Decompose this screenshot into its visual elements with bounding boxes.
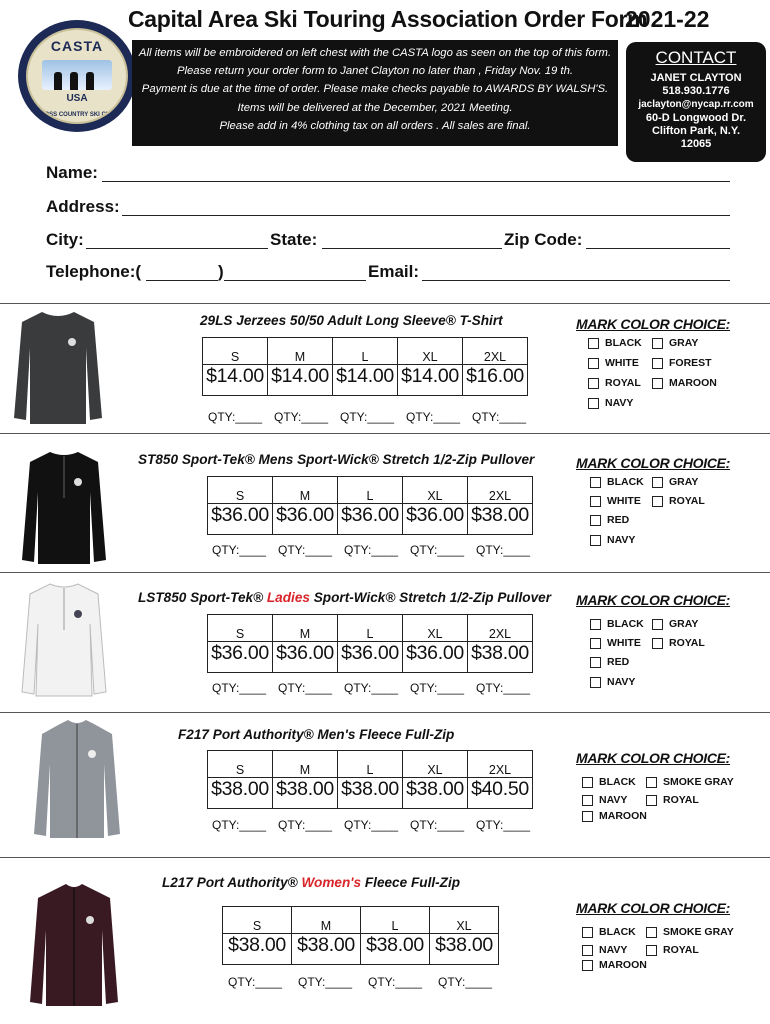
color-option[interactable]: [646, 776, 734, 788]
price-value: $38.00: [468, 642, 533, 673]
color-option[interactable]: [590, 656, 629, 668]
size-label: XL: [403, 477, 468, 504]
mens-pullover-image: [20, 448, 108, 566]
qty-field[interactable]: QTY:____: [344, 681, 399, 695]
qty-field[interactable]: QTY:____: [340, 410, 395, 424]
checkbox[interactable]: [582, 945, 593, 956]
price-value: $38.00: [430, 934, 499, 965]
size-label: M: [268, 338, 333, 365]
checkbox[interactable]: [652, 378, 663, 389]
size-price-table: [207, 476, 533, 535]
qty-field[interactable]: QTY:____: [278, 681, 333, 695]
size-label: M: [273, 615, 338, 642]
size-price-table: [222, 906, 499, 965]
ladies-pullover-image: [20, 580, 108, 698]
checkbox[interactable]: [590, 496, 601, 507]
price-value: $38.00: [223, 934, 292, 965]
size-label: M: [273, 477, 338, 504]
notice-line: Payment is due at the time of order. Please make checks payable to AWARDS BY WALSH'S.: [141, 83, 609, 96]
size-label: 2XL: [468, 477, 533, 504]
divider: [0, 572, 770, 573]
qty-field[interactable]: QTY:____: [476, 543, 531, 557]
email-label: Email:: [368, 262, 420, 281]
zip-field[interactable]: [586, 248, 730, 249]
qty-field[interactable]: QTY:____: [472, 410, 527, 424]
divider: [0, 857, 770, 858]
product-title: F217 Port Authority® Men's Fleece Full-Zip: [178, 727, 455, 742]
price-value: $14.00: [268, 365, 333, 396]
city-label: City:: [46, 230, 84, 249]
price-value: $36.00: [403, 504, 468, 535]
contact-zip: 12065: [680, 138, 712, 151]
qty-field[interactable]: QTY:____: [368, 975, 423, 989]
notice-line: Please return your order form to Janet Clayton no later than , Friday Nov. 19 th.: [176, 65, 573, 78]
color-option[interactable]: [590, 676, 635, 688]
mark-color-title: MARK COLOR CHOICE:: [576, 592, 731, 608]
email-field[interactable]: [422, 280, 730, 281]
checkbox[interactable]: [590, 515, 601, 526]
checkbox[interactable]: [646, 945, 657, 956]
size-label: M: [292, 907, 361, 934]
size-label: 2XL: [463, 338, 528, 365]
size-label: L: [338, 615, 403, 642]
color-option[interactable]: [588, 377, 641, 389]
qty-field[interactable]: QTY:____: [274, 410, 329, 424]
option-label: BLACK: [599, 926, 636, 938]
option-label: NAVY: [605, 397, 634, 409]
size-label: L: [338, 477, 403, 504]
qty-row: [212, 543, 542, 557]
color-option[interactable]: [582, 926, 636, 938]
option-label: ROYAL: [669, 495, 705, 507]
checkbox[interactable]: [588, 398, 599, 409]
contact-email[interactable]: jaclayton@nycap.rr.com: [638, 99, 754, 111]
telephone-label: Telephone:(: [46, 262, 142, 281]
checkbox[interactable]: [590, 677, 601, 688]
color-option[interactable]: [646, 926, 734, 938]
color-option[interactable]: [652, 495, 705, 507]
option-label: WHITE: [607, 637, 641, 649]
checkbox[interactable]: [582, 795, 593, 806]
color-option[interactable]: [582, 944, 627, 956]
price-value: $14.00: [203, 365, 268, 396]
checkbox[interactable]: [646, 927, 657, 938]
checkbox[interactable]: [588, 358, 599, 369]
qty-row: [208, 410, 538, 424]
size-label: M: [273, 751, 338, 778]
qty-field[interactable]: QTY:____: [344, 543, 399, 557]
price-value: $38.00: [403, 778, 468, 809]
checkbox[interactable]: [590, 535, 601, 546]
qty-field[interactable]: QTY:____: [298, 975, 353, 989]
logo-ring-text: CROSS COUNTRY SKI CLUB: [35, 112, 119, 118]
mens-fleece-image: [32, 718, 122, 840]
price-value: $16.00: [463, 365, 528, 396]
color-option[interactable]: [582, 794, 627, 806]
option-label: NAVY: [599, 944, 628, 956]
product-title: [162, 875, 460, 890]
qty-field[interactable]: QTY:____: [212, 543, 267, 557]
option-label: BLACK: [607, 476, 644, 488]
size-label: S: [208, 615, 273, 642]
checkbox[interactable]: [582, 927, 593, 938]
price-value: $36.00: [208, 504, 273, 535]
divider: [0, 433, 770, 434]
zip-label: Zip Code:: [504, 230, 583, 249]
checkbox[interactable]: [652, 638, 663, 649]
option-label: MAROON: [669, 377, 717, 389]
contact-heading: CONTACT: [655, 48, 737, 67]
price-value: $38.00: [361, 934, 430, 965]
logo-top-text: CASTA: [50, 38, 104, 54]
qty-field[interactable]: QTY:____: [410, 681, 465, 695]
option-label: NAVY: [607, 534, 636, 546]
qty-field[interactable]: QTY:____: [212, 681, 267, 695]
price-value: $36.00: [273, 642, 338, 673]
option-label: ROYAL: [605, 377, 641, 389]
qty-field[interactable]: QTY:____: [406, 410, 461, 424]
long-sleeve-tshirt-image: [12, 308, 104, 426]
price-value: $40.50: [468, 778, 533, 809]
option-label: NAVY: [599, 794, 628, 806]
price-value: $14.00: [398, 365, 463, 396]
price-value: $36.00: [403, 642, 468, 673]
contact-box: [626, 42, 766, 162]
qty-field[interactable]: QTY:____: [208, 410, 263, 424]
mark-color-title: MARK COLOR CHOICE:: [576, 750, 731, 766]
option-label: GRAY: [669, 476, 699, 488]
address-field[interactable]: [122, 215, 730, 216]
option-label: BLACK: [605, 337, 642, 349]
size-price-table: [207, 750, 533, 809]
option-label: GRAY: [669, 337, 699, 349]
product-title: ST850 Sport-Tek® Mens Sport-Wick® Stretch 1/2-Zip Pullover: [138, 452, 535, 467]
option-label: BLACK: [599, 776, 636, 788]
option-label: NAVY: [607, 676, 636, 688]
size-label: XL: [430, 907, 499, 934]
color-option[interactable]: [652, 337, 698, 349]
contact-phone: 518.930.1776: [662, 85, 730, 98]
color-option[interactable]: [590, 514, 629, 526]
size-label: L: [333, 338, 398, 365]
option-label: FOREST: [669, 357, 712, 369]
mark-color-title: MARK COLOR CHOICE:: [576, 455, 731, 471]
telephone-close: ): [218, 262, 224, 281]
title-part: LST850 Sport-Tek®: [138, 590, 264, 605]
checkbox[interactable]: [590, 477, 601, 488]
product-title: 29LS Jerzees 50/50 Adult Long Sleeve® T-Shirt: [200, 313, 503, 328]
color-option[interactable]: [646, 944, 699, 956]
price-value: $38.00: [338, 778, 403, 809]
checkbox[interactable]: [588, 338, 599, 349]
color-option[interactable]: [582, 776, 636, 788]
size-label: S: [203, 338, 268, 365]
notice-line: All items will be embroidered on left chest with the CASTA logo as seen on the top of this form.: [138, 47, 612, 59]
checkbox[interactable]: [590, 638, 601, 649]
checkbox[interactable]: [582, 960, 593, 971]
order-notice: [132, 40, 618, 146]
color-option[interactable]: [588, 397, 633, 409]
qty-field[interactable]: QTY:____: [344, 818, 399, 832]
checkbox[interactable]: [646, 795, 657, 806]
contact-address: 60-D Longwood Dr.: [645, 111, 747, 124]
qty-field[interactable]: QTY:____: [438, 975, 493, 989]
option-label: SMOKE GRAY: [663, 776, 734, 788]
womens-fleece-image: [28, 882, 120, 1008]
mark-color-title: MARK COLOR CHOICE:: [576, 900, 731, 916]
price-value: $36.00: [208, 642, 273, 673]
price-value: $14.00: [333, 365, 398, 396]
size-label: S: [223, 907, 292, 934]
option-label: GRAY: [669, 618, 699, 630]
qty-row: [212, 681, 542, 695]
form-year: 2021-22: [625, 6, 710, 32]
casta-logo: [18, 20, 136, 132]
color-option[interactable]: [588, 337, 642, 349]
logo-usa-text: USA: [66, 93, 88, 104]
checkbox[interactable]: [582, 811, 593, 822]
price-value: $38.00: [468, 504, 533, 535]
option-label: MAROON: [599, 959, 647, 971]
size-label: 2XL: [468, 615, 533, 642]
color-option[interactable]: [652, 618, 698, 630]
price-value: $36.00: [273, 504, 338, 535]
qty-field[interactable]: QTY:____: [278, 543, 333, 557]
option-label: RED: [607, 656, 630, 668]
color-option[interactable]: [652, 377, 717, 389]
name-field[interactable]: [102, 181, 730, 182]
contact-name: JANET CLAYTON: [650, 72, 742, 84]
qty-row: [228, 975, 508, 989]
color-option[interactable]: [582, 810, 647, 822]
color-option[interactable]: [588, 357, 639, 369]
qty-field[interactable]: QTY:____: [228, 975, 283, 989]
qty-field[interactable]: QTY:____: [212, 818, 267, 832]
color-option[interactable]: [590, 534, 635, 546]
size-label: 2XL: [468, 751, 533, 778]
color-option[interactable]: [646, 794, 699, 806]
price-value: $38.00: [292, 934, 361, 965]
color-option[interactable]: [590, 476, 644, 488]
product-title: [138, 590, 551, 605]
color-option[interactable]: [590, 618, 644, 630]
size-label: L: [361, 907, 430, 934]
form-title: Capital Area Ski Touring Association Order Form: [128, 6, 648, 32]
size-label: XL: [403, 615, 468, 642]
checkbox[interactable]: [582, 777, 593, 788]
size-label: XL: [403, 751, 468, 778]
size-label: XL: [398, 338, 463, 365]
city-field[interactable]: [86, 248, 268, 249]
color-option[interactable]: [652, 637, 705, 649]
size-label: L: [338, 751, 403, 778]
size-price-table: [202, 337, 528, 396]
price-value: $38.00: [208, 778, 273, 809]
size-label: S: [208, 477, 273, 504]
qty-field[interactable]: QTY:____: [476, 681, 531, 695]
checkbox[interactable]: [652, 477, 663, 488]
state-label: State:: [270, 230, 318, 249]
qty-field[interactable]: QTY:____: [410, 543, 465, 557]
price-value: $36.00: [338, 642, 403, 673]
size-price-table: [207, 614, 533, 673]
checkbox[interactable]: [588, 378, 599, 389]
title-part: L217 Port Authority®: [162, 875, 298, 890]
color-option[interactable]: [590, 637, 641, 649]
option-label: ROYAL: [663, 944, 699, 956]
color-option[interactable]: [590, 495, 641, 507]
checkbox[interactable]: [652, 619, 663, 630]
qty-field[interactable]: QTY:____: [410, 818, 465, 832]
option-label: ROYAL: [669, 637, 705, 649]
state-field[interactable]: [322, 248, 502, 249]
title-part: Sport-Wick® Stretch 1/2-Zip Pullover: [313, 590, 551, 605]
qty-field[interactable]: QTY:____: [476, 818, 531, 832]
option-label: WHITE: [607, 495, 641, 507]
divider: [0, 303, 770, 304]
option-label: RED: [607, 514, 630, 526]
checkbox[interactable]: [652, 496, 663, 507]
color-option[interactable]: [582, 959, 647, 971]
telephone-field[interactable]: [224, 280, 366, 281]
checkbox[interactable]: [652, 338, 663, 349]
logo-scene: [42, 60, 112, 90]
option-label: ROYAL: [663, 794, 699, 806]
size-label: S: [208, 751, 273, 778]
title-part: Fleece Full-Zip: [364, 875, 461, 890]
color-option[interactable]: [652, 476, 698, 488]
price-value: $36.00: [338, 504, 403, 535]
price-value: $38.00: [273, 778, 338, 809]
area-code-field[interactable]: [146, 280, 218, 281]
option-label: BLACK: [607, 618, 644, 630]
qty-row: [212, 818, 542, 832]
option-label: MAROON: [599, 810, 647, 822]
contact-city: Clifton Park, N.Y.: [651, 124, 741, 137]
option-label: SMOKE GRAY: [663, 926, 734, 938]
color-option[interactable]: [652, 357, 712, 369]
checkbox[interactable]: [590, 657, 601, 668]
title-highlight: Women's: [301, 875, 362, 890]
qty-field[interactable]: QTY:____: [278, 818, 333, 832]
divider: [0, 712, 770, 713]
checkbox[interactable]: [646, 777, 657, 788]
checkbox[interactable]: [590, 619, 601, 630]
mark-color-title: MARK COLOR CHOICE:: [576, 316, 731, 332]
name-label: Name:: [46, 163, 98, 182]
notice-line: Items will be delivered at the December, 2021 Meeting.: [237, 101, 513, 114]
option-label: WHITE: [605, 357, 639, 369]
notice-line: Please add in 4% clothing tax on all orders . All sales are final.: [219, 119, 531, 132]
address-label: Address:: [46, 197, 120, 216]
title-highlight: Ladies: [266, 590, 310, 605]
checkbox[interactable]: [652, 358, 663, 369]
